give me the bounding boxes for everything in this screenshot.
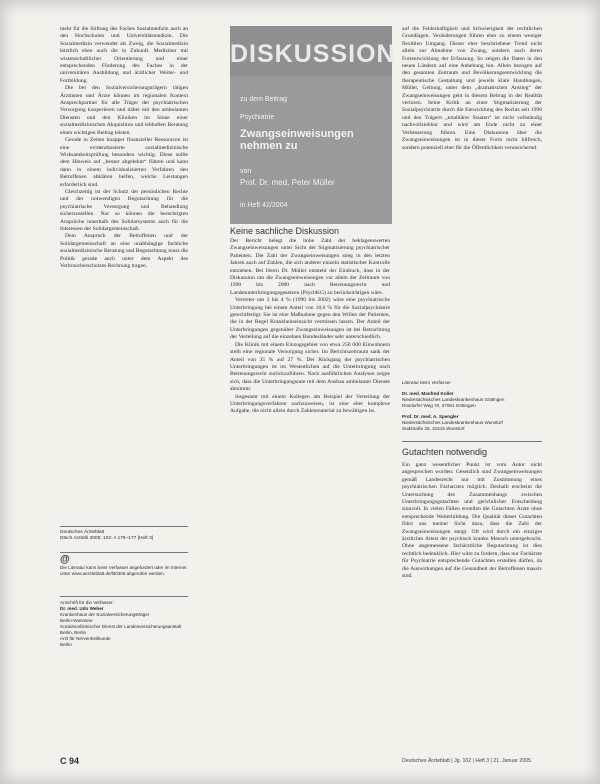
citation <box>60 530 188 543</box>
divider <box>402 441 542 442</box>
right-paragraph: auf die Fehlerhaftigkeit und Schwierigkeit der rechtlichen Grundlagen. Veränderungen führen eher zu einem weniger flexiblen Umgang. Dieser eher beschriebene Trend nicht allein zur Abnahme von Zwang, sondern auch deren Fortentwicklung der Erfassung. So zeigen die Daten in den neuen Ländern auf eine Anhebung hin. Allein bezogen auf den gesamten Zeitraum und Bevölkerungsentwicklung die therapeutische Gestaltung und jeweils klare Handlungen, Müller, Geltung, unter dem „dramatischen Anstieg“ der Zwangseinweisungen geht in diesem Beitrag in der Realität verloren. Seine Kritik an einer Stigmatisierung der Sozialpsychiatrie durch die Entwicklung des Rechts seit 1990 und den Trägern „totalitärer Staaten“ ist nicht vollständig nachvollziehbar und wird am Ende nicht zu einer Verbesserung führen. Eine Diskussion über die Zwangseinweisungen ist in dieser Form nicht hilfreich, sondern potenziell eher für die Öffentlichkeit verunsichernd. <box>402 26 542 151</box>
section-heading: Keine sachliche Diskussion <box>230 226 340 236</box>
divider <box>60 526 188 527</box>
address-line: Dr. med. Udo Weber <box>60 606 104 611</box>
address-line: Arzt für Nervenheilkunde <box>60 636 111 641</box>
citation-journal: Deutsches Ärzteblatt <box>60 530 105 535</box>
address-line: Berlin <box>60 642 72 647</box>
left-paragraph: Dem Anspruch der Betroffenen und der Solidargemeinschaft an eine unabhängige fachliche sozialmedizinische Beratung und Begutachtung muss die Politik gerade auch unter dem Aspekt des Verbraucherschutzes Rechnung tragen. <box>60 233 188 269</box>
right-column-lower <box>402 462 542 581</box>
address-line: Berlin, Berlin <box>60 630 87 635</box>
left-paragraph: Gleichzeitig ist der Schutz der persönlichen Rechte und der notwendigen Begutachtung für die psychiatrische Versorgung und Behandlung sicherzustellen. Nur so können die berechtigten Ansprüche innerhalb des Solidarsystems auch für die Interessen der Solidargemeinschaft. <box>60 188 188 232</box>
signature-org: Niedersächsisches Landeskrankenhaus Wunstorf <box>402 420 503 425</box>
signature-name: Prof. Dr. med. A. Spengler <box>402 414 459 419</box>
discussion-author: Prof. Dr. med. Peter Müller <box>240 178 335 187</box>
address-line: Berlin-Wannsee <box>60 618 93 623</box>
right-column <box>402 26 542 152</box>
discussion-issue: in Heft 42/2004 <box>240 202 288 209</box>
left-paragraph: mehr für die Stiftung des Faches Sozialmedizin auch an den Hochschulen und Universitätsmedizin. Die Sozialmedizin verwendet als Zweig, die Sozialmedizin letztlich eben auch die in Zukunft. Mediziner mit wissenschaftlicher Orientierung und einer entsprechenden Förderung des Faches in der universitären Ausbildung und ärztlicher Weiter- und Fortbildung. <box>60 26 188 84</box>
mid-paragraph: Insgesamt mit einem Kollegen am Beispiel der Verteilung der Unterbringungsverfahren nachzuweisen, ist eine eher komplexe Aufgabe, die nicht allein durch Zahlenmaterial zu bewältigen ist. <box>230 393 390 415</box>
page-number: C 94 <box>60 756 80 766</box>
right-paragraph: Ein ganz wesentlicher Punkt ist vom Autor nicht angesprochen worden: Gesetzlich sind Zwangseinweisungen gemäß Landesrecht nur mit Zustimmung eines psychiatrischen Facharztes möglich. Deshalb erscheint die Untersuchung des Zusammenhangs zwischen Unterbringungsgutachten und gerichtlicher Entscheidung sinnvoll. In vielen Fällen erstellen die Gutachten Ärzte ohne entsprechende Weiterbildung. Die Qualität dieser Gutachten führt aus meiner Sicht dazu, dass die Zahl der Zwangseinweisungen steigt. Oft wird durch ein einziges ärztliches Attest der psychisch kranke Mensch untergebracht. Ohne angemessene fachärztliche Begutachtung ist dies rechtlich bedenklich. Hier wäre zu fordern, dass nur Fachärzte für Psychiatrie entsprechende Gutachten erstellen dürfen, da die Auswirkungen auf die Gesundheit der Betroffenen massiv sind. <box>402 462 542 580</box>
signature-block <box>402 380 542 432</box>
left-paragraph: Gerade in Zeiten knapper finanzieller Ressourcen ist eine evidenzbasierte sozialmedizinische Wirksamkeitsprüfung besonders wichtig. Diese sollte dem Hinweis auf „besser abgelehnt“ führen und kann dann in einem individualisierten Verfahren den Betroffenen abklären helfen, welche Leistungen erforderlich sind. <box>60 137 188 188</box>
discussion-headline: Zwangseinweisungen nehmen zu <box>240 128 354 152</box>
literature-note <box>60 555 188 577</box>
discussion-info <box>230 76 392 224</box>
discussion-box <box>230 26 396 224</box>
signature-name: Dr. med. Manfred Koller <box>402 391 454 396</box>
section-heading: Gutachten notwendig <box>402 447 488 457</box>
discussion-banner: DISKUSSION <box>230 40 396 68</box>
divider <box>60 552 188 553</box>
signature-note: Literatur beim Verfasser <box>402 380 451 385</box>
journal-footer: Deutsches Ärzteblatt | Jg. 102 | Heft 3 | 21. Januar 2005 <box>402 758 531 764</box>
mid-paragraph: Der Bericht belegt die hohe Zahl der beklagenswerten Zwangseinweisungen unter Sicht der Stigmatisierung psychiatrischer Patienten. Die Zahl der Zwangseinweisungen stieg in den letzten Jahren auch auf Zahlen, die sich anderer einzeln statistischer Kontrolle entziehen. Bei Herrn Dr. Müller entsteht der Eindruck, dass in der Diskussion um die Zwangseinweisungen vor allem der Zeitraum von 1990 bis 2000 nach Betreuungsrecht und Landesunterbringungsgesetzen (PsychKG) zu berücksichtigen wäre. <box>230 238 390 296</box>
middle-column <box>230 238 390 416</box>
author-address <box>60 600 188 648</box>
mid-paragraph: Die Klinik mit einem Einzugsgebiet von etwa 250 000 Einwohnern stellt eine regionale Versorgung sicher. Im Berichtszeitraum sank der Anteil von 35 % auf 27 %. Der Rückgang der psychiatrischen Unterbringungen ist im Wesentlichen auf die Unterbringung nach Betreuungsrecht zurückzuführen. Nach ausführlichen Analysen zeigte sich, dass die Unterbringungsrate mit dem Ausbau ambulanter Dienste abnimmt. <box>230 341 390 393</box>
citation-ref: Dtsch Arztebl 2005; 102: A 176–177 [Heft 3] <box>60 536 154 542</box>
mid-paragraph: Vertreter um 3 bis 4 % (1990 bis 2002) wäre eine psychiatrische Unterbringung bei einem Anteil von 18,6 % für die Sozialpsychiatrie gerechtfertigt. Sie ist eine Maßnahme gegen den Willen der Patienten, die in der Regel Krankheitseinsicht vermissen lassen. Der Anteil der Unterbringungen gegenüber Zwangseinweisungen ist bei Betrachtung der Verteilung auf die einzelnen Bundesländer sehr unterschiedlich. <box>230 297 390 341</box>
address-line: Krankenhaus der Sozialversicherungsträger <box>60 612 150 617</box>
left-column <box>60 26 188 270</box>
signature-address: Südstraße 25, 31515 Wunstorf <box>402 426 465 431</box>
address-line: Anschrift für die Verfasser: <box>60 600 114 605</box>
address-line: Sozialmedizinischer Dienst der Landesversicherungsanstalt <box>60 624 182 629</box>
discussion-category: Psychiatrie <box>240 114 275 121</box>
at-icon: @ <box>60 554 70 565</box>
discussion-ref-label: zu dem Beitrag <box>240 96 288 103</box>
signature-org: Niedersächsisches Landeskrankenhaus Göttingen <box>402 397 505 402</box>
literature-note-text: Die Literatur kann beim Verfasser angefordert oder im Internet unter www.aerzteblatt.de/lit0305 abgerufen werden. <box>60 565 187 576</box>
signature-address: Rosdorfer Weg 70, 37081 Göttingen <box>402 403 476 408</box>
discussion-von: von <box>240 168 252 175</box>
divider <box>60 596 188 597</box>
left-paragraph: Die bei den Sozialversicherungsträgern tätigen Ärztinnen und Ärzte können im regionalen Kontext Ansprechpartner für alle Träger der psychiatrischen Versorgung kooperieren und dabei mit den ambulanten Diensten und den Kliniken im Sinne einer sozialmedizinischen Akquisition und lebhaften Beratung einen wichtigen Beitrag leisten. <box>60 85 188 136</box>
